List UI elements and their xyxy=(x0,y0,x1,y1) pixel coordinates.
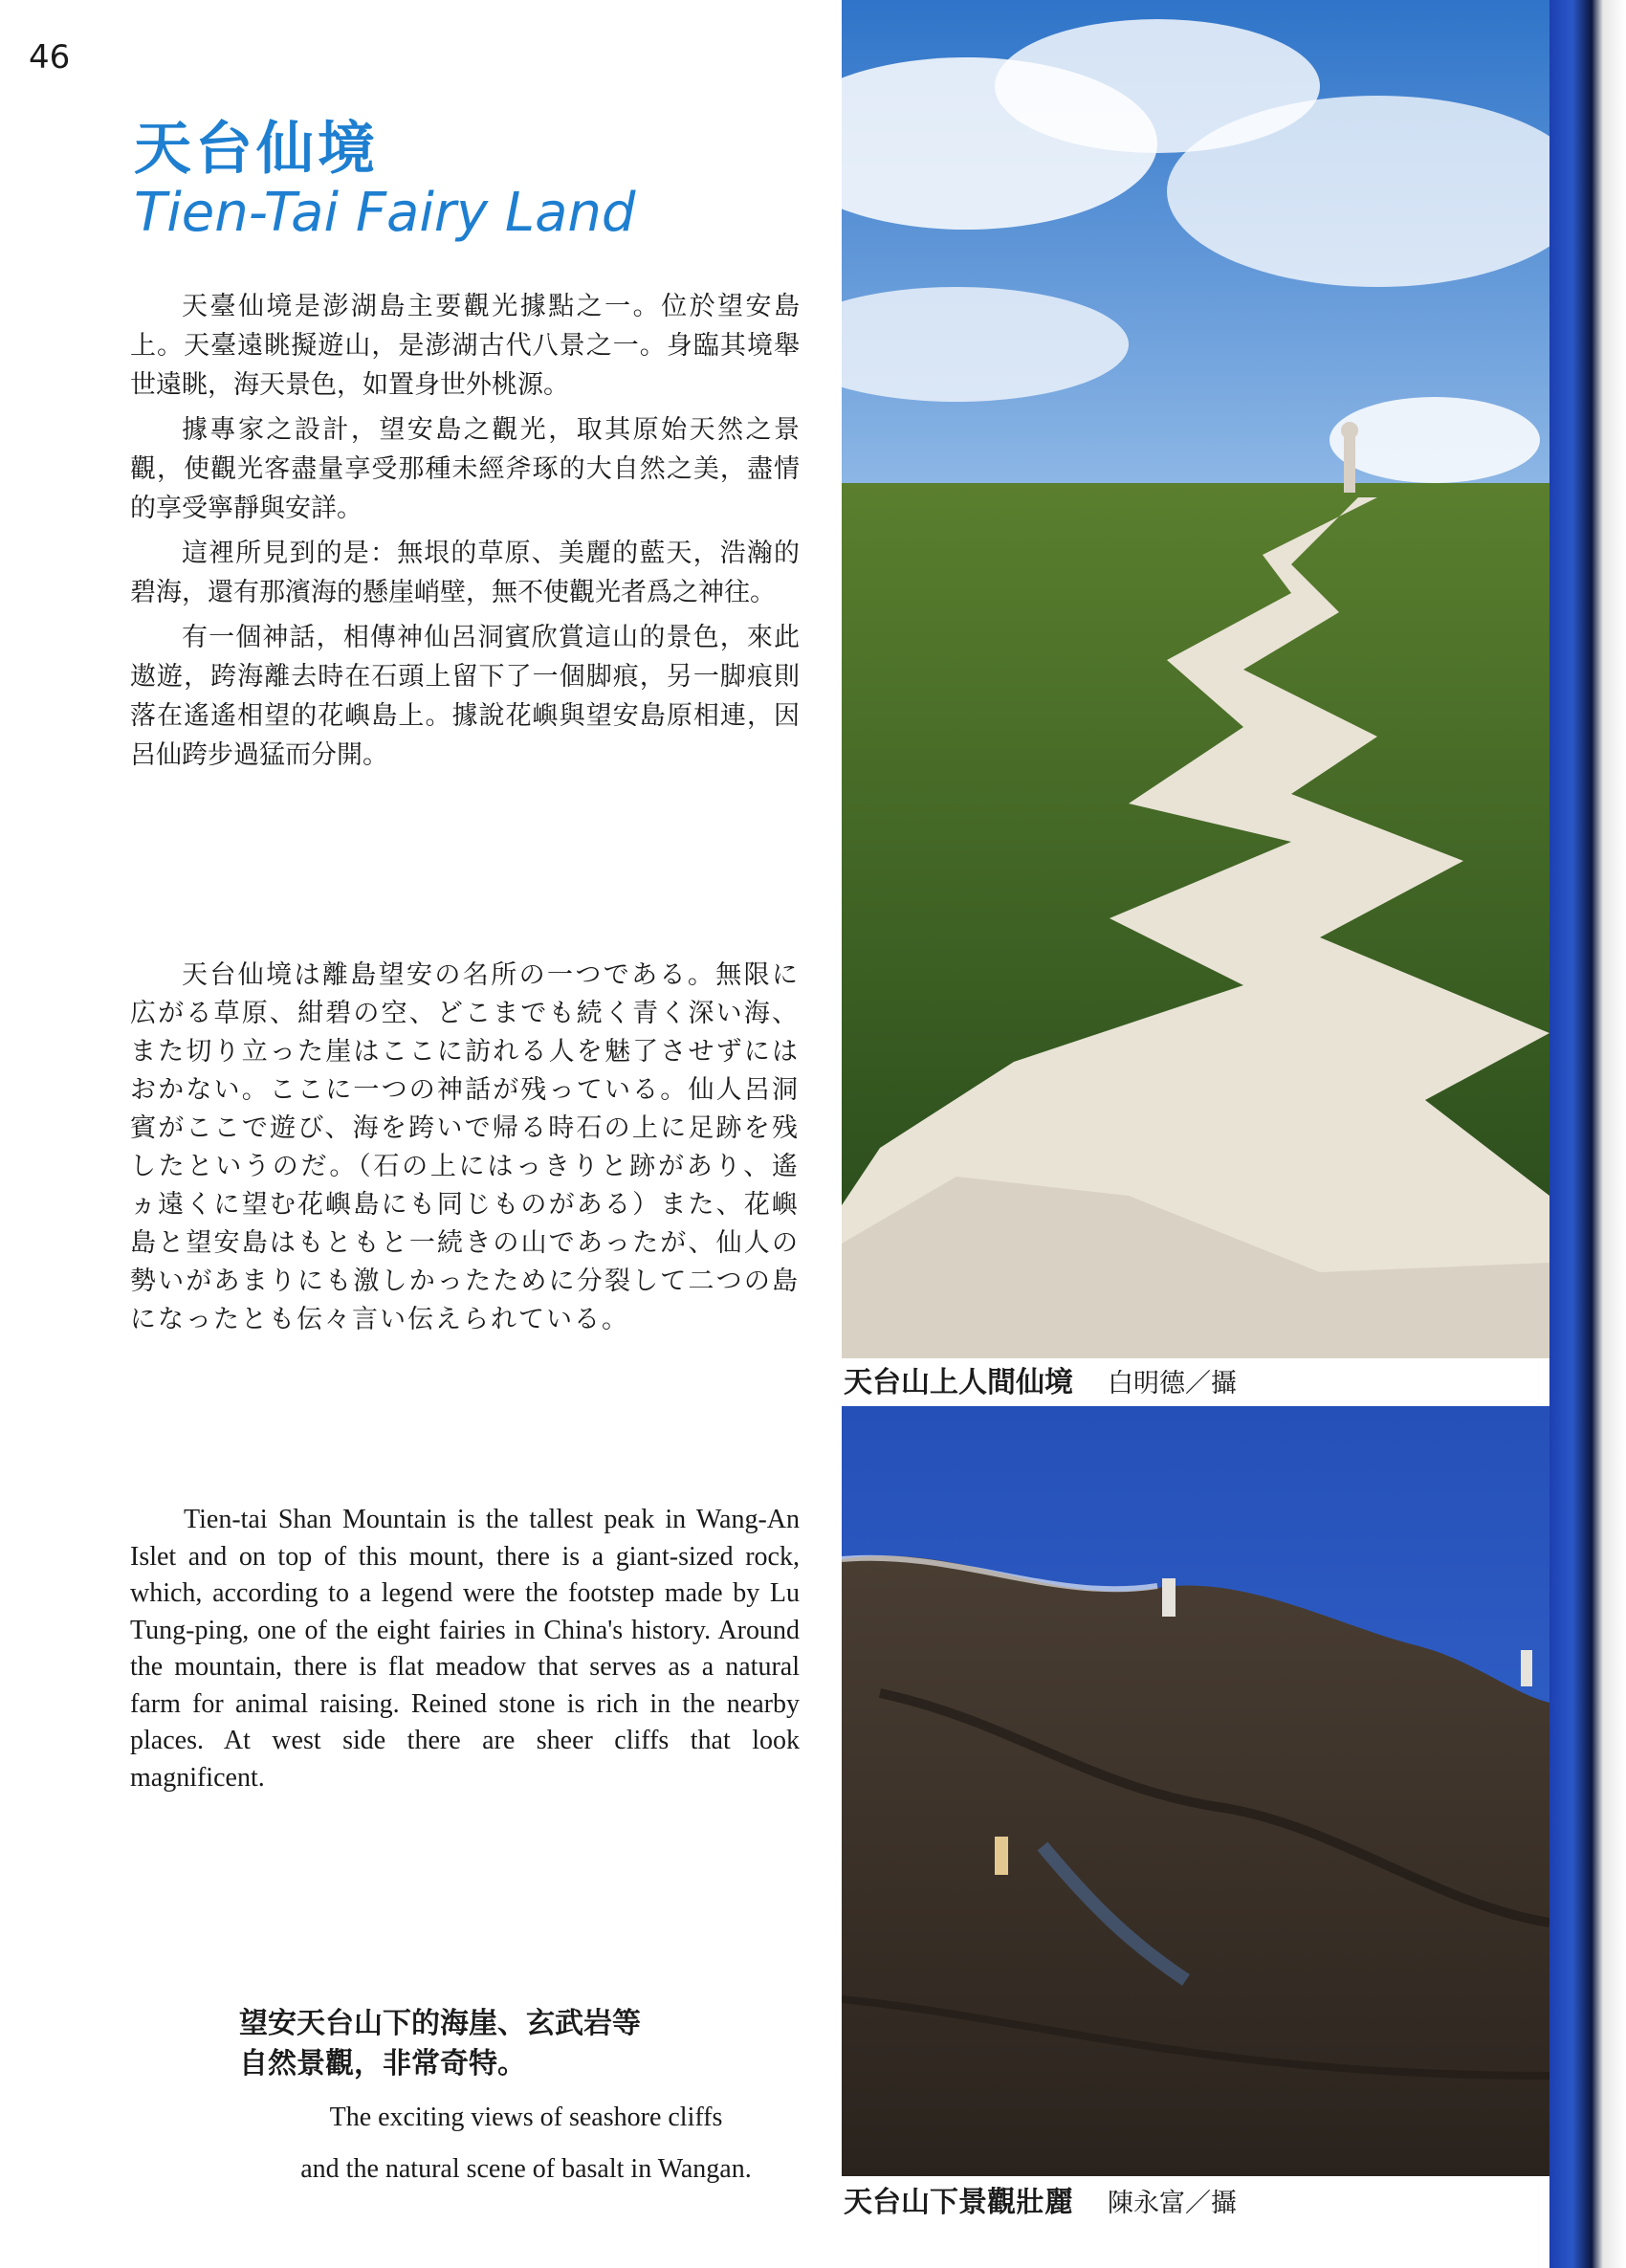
page-number: 46 xyxy=(29,38,71,77)
description-english-line-1: The exciting views of seashore cliffs xyxy=(329,2103,723,2132)
visitor-figure xyxy=(1521,1650,1532,1686)
chinese-paragraph: 這裡所見到的是：無垠的草原、美麗的藍天，浩瀚的碧海，還有那濱海的懸崖峭壁，無不使觀光者爲之神往。 xyxy=(130,539,800,607)
japanese-text xyxy=(130,957,800,1339)
seashore-rocks-illustration xyxy=(842,1406,1549,2176)
bottom-caption-credit: 陳永富／攝 xyxy=(1108,2189,1237,2218)
title-chinese: 天台仙境 xyxy=(134,116,379,183)
hilltop-path-illustration xyxy=(842,0,1549,1358)
chinese-paragraph: 據專家之設計，望安島之觀光，取其原始天然之景觀，使觀光客盡量享受那種未經斧琢的大自然之美，盡情的享受寧靜與安詳。 xyxy=(130,415,800,523)
chinese-paragraph: 有一個神話，相傳神仙呂洞賓欣賞這山的景色，來此遨遊，跨海離去時在石頭上留下了一個脚痕，另一脚痕則落在遙遙相望的花嶼島上。據說花嶼與望安島原相連，因呂仙跨步過猛而分開。 xyxy=(130,623,800,770)
japanese-paragraph: 天台仙境は離島望安の名所の一つである。無限に広がる草原、紺碧の空、どこまでも続く青く深い海、また切り立った崖はここに訪れる人を魅了させずにはおかない。ここに一つの神話が残っている。仙人呂洞賓がここで遊び、海を跨いで帰る時石の上に足跡を残したというのだ。（石の上にはっきりと跡があり、遙ヵ遠くに望む花嶼島にも同じものがある）また、花嶼島と望安島はもともと一続きの山であったが、仙人の勢いがあまりにも激しかったために分裂して二つの島になったとも伝々言い伝えられている。 xyxy=(130,960,800,1334)
bottom-photo-caption xyxy=(844,2178,1237,2220)
top-photo-caption xyxy=(844,1358,1237,1400)
title-english: Tien-Tai Fairy Land xyxy=(134,182,636,244)
top-caption-credit: 白明德／攝 xyxy=(1108,1369,1237,1398)
seashore-rocks-photo xyxy=(842,1406,1549,2176)
hilltop-path-photo xyxy=(842,0,1549,1358)
description-chinese-line-2: 自然景觀，非常奇特。 xyxy=(239,2047,526,2081)
description-chinese-line-1: 望安天台山下的海崖、玄武岩等 xyxy=(239,2007,641,2040)
top-caption-title: 天台山上人間仙境 xyxy=(844,1366,1073,1399)
chinese-text xyxy=(130,287,800,781)
description-english-line-2: and the natural scene of basalt in Wangan. xyxy=(300,2154,752,2184)
english-paragraph: Tien-tai Shan Mountain is the tallest peak in Wang-An Islet and on top of this mount, there is a giant-sized rock, which, according to a legend were the footstep made by Lu Tung-ping, one of the eight fairies in China's history. Around the mountain, there is flat meadow that serves as a natural farm for animal raising. Reined stone is rich in the nearby places. At west side there are sheer cliffs that look magnificent. xyxy=(130,1505,800,1793)
visitor-figure xyxy=(995,1837,1008,1875)
english-text xyxy=(130,1502,800,1796)
facing-page-edge xyxy=(1549,0,1626,2268)
visitor-figure xyxy=(1162,1578,1176,1617)
bottom-caption-title: 天台山下景觀壯麗 xyxy=(844,2186,1073,2219)
chinese-paragraph: 天臺仙境是澎湖島主要觀光據點之一。位於望安島上。天臺遠眺擬遊山，是澎湖古代八景之一。身臨其境舉世遠眺，海天景色，如置身世外桃源。 xyxy=(130,292,800,400)
walking-figure xyxy=(1344,435,1355,493)
photo-description xyxy=(239,2004,813,2188)
